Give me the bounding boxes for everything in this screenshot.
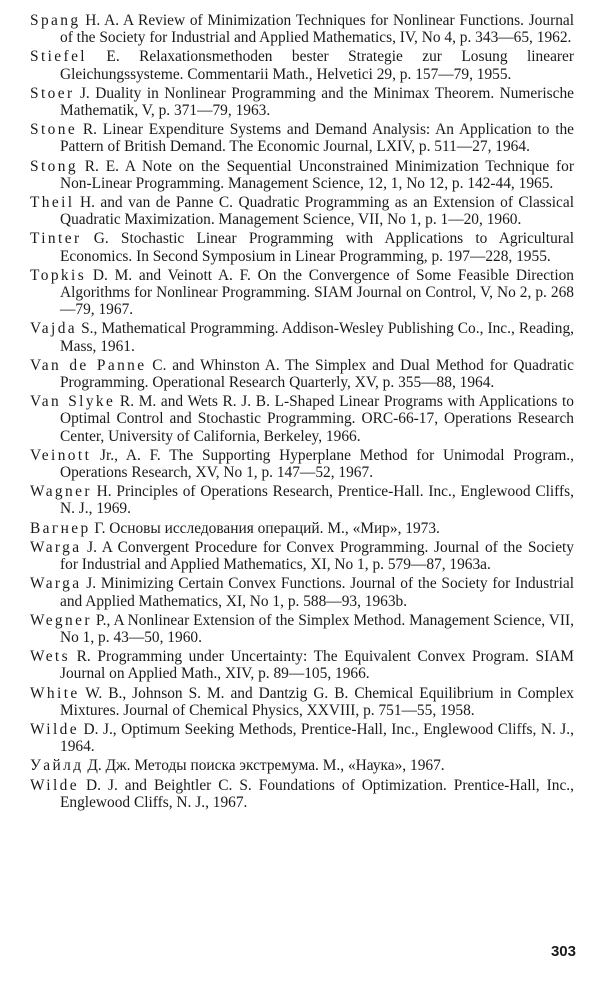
reference-text: W. B., Johnson S. M. and Dantzig G. B. Chemical Equilibrium in Complex Mixtures. Journal of Chemical Physics, XXVIII, p. 751—55, 1958.: [60, 684, 574, 719]
reference-entry: [30, 612, 574, 646]
reference-author: Wilde: [30, 776, 79, 794]
reference-entry: [30, 685, 574, 719]
reference-text: S., Mathematical Programming. Addison-Wesley Publishing Co., Inc., Reading, Mass, 1961.: [60, 320, 574, 355]
reference-author: Tinter: [30, 230, 82, 248]
reference-text: J. Duality in Nonlinear Programming and the Minimax Theorem. Numerische Mathematik, V, p. 371—79, 1963.: [60, 84, 574, 120]
reference-entry: [30, 575, 574, 609]
reference-author: Vajda: [30, 320, 78, 338]
reference-author: Вагнер: [30, 519, 91, 537]
reference-author: Stoer: [30, 84, 75, 102]
reference-text: H. Principles of Operations Research, Prentice-Hall. Inc., Englewood Cliffs, N. J., 1969.: [60, 483, 574, 518]
reference-text: D. J. and Beightler C. S. Foundations of Optimization. Prentice-Hall, Inc., Englewood Cliffs, N. J., 1967.: [60, 776, 574, 811]
reference-text: R. Programming under Uncertainty: The Equivalent Convex Program. SIAM Journal on Applied Math., XIV, p. 89—105, 1966.: [60, 648, 574, 683]
reference-text: Jr., A. F. The Supporting Hyperplane Method for Unimodal Program., Operations Research, XV, No 1, p. 147—52, 1967.: [60, 446, 574, 482]
reference-author: Topkis: [30, 266, 87, 284]
reference-author: Wets: [30, 648, 70, 666]
reference-entry: [30, 121, 574, 155]
page-number: 303: [550, 943, 576, 960]
reference-entry: [30, 194, 574, 228]
reference-author: Stone: [30, 121, 78, 139]
reference-author: Van de Panne: [30, 356, 147, 374]
reference-text: D. M. and Veinott A. F. On the Convergence of Some Feasible Direction Algorithms for Nonlinear Programming. SIAM Journal on Control, V, No 2, p. 268—79, 1967.: [60, 266, 574, 319]
reference-text: C. and Whinston A. The Simplex and Dual Method for Quadratic Programming. Operational Research Quarterly, XV, p. 355—88, 1964.: [60, 356, 574, 392]
reference-entry: [30, 447, 574, 481]
reference-entry: [30, 483, 574, 517]
reference-entry: [30, 721, 574, 755]
reference-author: White: [30, 684, 80, 702]
reference-entry: [30, 393, 574, 445]
reference-author: Van Slyke: [30, 393, 116, 411]
reference-text: H. A. A Review of Minimization Techniques for Nonlinear Functions. Journal of the Society for Industrial and Applied Mathematics, IV, No 4, p. 343—65, 1962.: [60, 12, 574, 47]
reference-list: [30, 12, 574, 813]
reference-author: Spang: [30, 12, 81, 29]
reference-entry: [30, 85, 574, 119]
reference-text: R. E. A Note on the Sequential Unconstrained Minimization Technique for Non-Linear Programming. Management Science, 12, 1, No 12, p. 142-44, 1965.: [60, 157, 574, 192]
reference-author: Stiefel: [30, 48, 87, 66]
reference-author: Warga: [30, 538, 82, 556]
reference-text: H. and van de Panne C. Quadratic Programming as an Extension of Classical Quadratic Maximization. Management Science, VII, No 1, p. 1—20, 1960.: [60, 194, 574, 229]
reference-entry: [30, 357, 574, 391]
reference-text: Г. Основы исследования операций. М., «Мир», 1973.: [90, 519, 440, 537]
reference-author: Wegner: [30, 611, 92, 629]
reference-entry: [30, 520, 574, 537]
reference-text: J. Minimizing Certain Convex Functions. Journal of the Society for Industrial and Applied Mathematics, XI, No 1, p. 588—93, 1963b.: [60, 575, 574, 610]
reference-text: P., A Nonlinear Extension of the Simplex Method. Management Science, VII, No 1, p. 43—50, 1960.: [60, 611, 574, 646]
reference-text: R. M. and Wets R. J. B. L-Shaped Linear Programs with Applications to Optimal Control and Stochastic Programming. ORC-66-17, Operations Research Center, University of California, Berkeley, 1966.: [60, 393, 574, 445]
reference-entry: [30, 777, 574, 811]
reference-text: D. J., Optimum Seeking Methods, Prentice-Hall, Inc., Englewood Cliffs, N. J., 1964.: [60, 720, 574, 756]
reference-entry: [30, 539, 574, 573]
reference-text: R. Linear Expenditure Systems and Demand Analysis: An Application to the Pattern of British Demand. The Economic Journal, LXIV, p. 511—27, 1964.: [60, 121, 574, 156]
reference-author: Theil: [30, 194, 75, 212]
reference-text: E. Relaxationsmethoden bester Strategie zur Losung linearer Gleichungssysteme. Commentarii Math., Helvetici 29, p. 157—79, 1955.: [60, 48, 574, 83]
reference-text: Д. Дж. Методы поиска экстремума. М., «Наука», 1967.: [83, 757, 445, 775]
reference-author: Stong: [30, 157, 78, 175]
reference-entry: [30, 648, 574, 682]
reference-entry: [30, 757, 574, 774]
reference-author: Warga: [30, 575, 82, 593]
reference-author: Veinott: [30, 446, 92, 464]
reference-entry: [30, 230, 574, 264]
reference-entry: [30, 158, 574, 192]
reference-author: Wagner: [30, 483, 92, 501]
reference-entry: [30, 267, 574, 319]
reference-entry: [30, 320, 574, 354]
reference-author: Wilde: [30, 720, 79, 738]
reference-author: Уайлд: [30, 757, 84, 775]
reference-text: G. Stochastic Linear Programming with Applications to Agricultural Economics. In Second Symposium in Linear Programming, p. 197—228, 1955.: [60, 230, 574, 265]
reference-entry: [30, 48, 574, 82]
reference-text: J. A Convergent Procedure for Convex Programming. Journal of the Society for Industrial and Applied Mathematics, XI, No 1, p. 579—87, 1963a.: [60, 538, 574, 574]
reference-entry: [30, 12, 574, 46]
